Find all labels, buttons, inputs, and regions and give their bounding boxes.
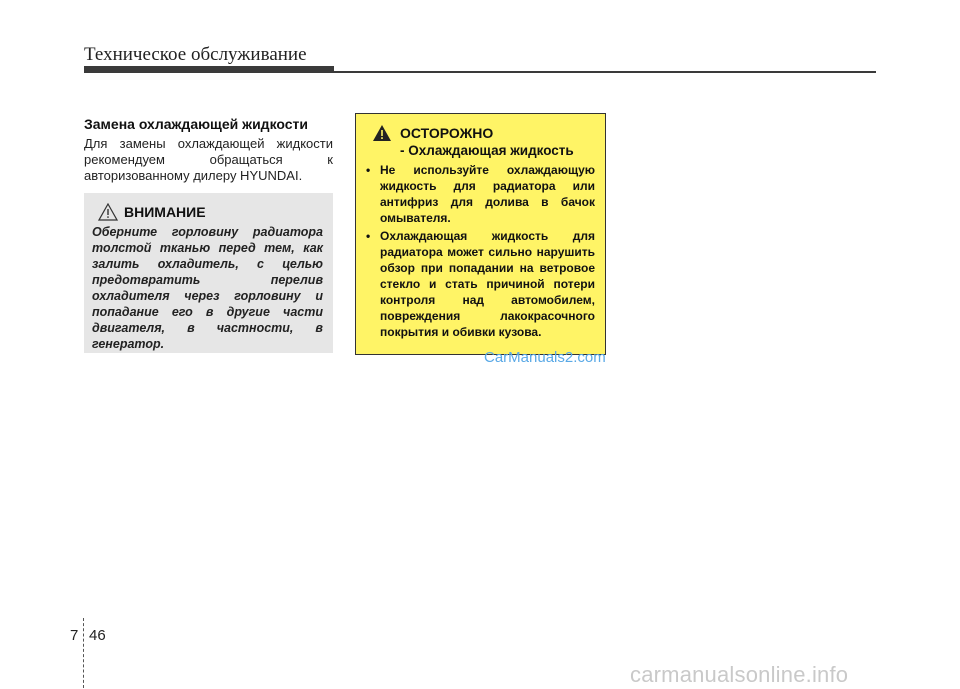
notice-box [84, 193, 333, 353]
warning-box [355, 113, 606, 355]
watermark-link[interactable]: CarManuals2.com [484, 349, 606, 366]
warning-list [366, 162, 595, 340]
warning-list-item: • Не используйте охлаждающую жидкость для радиатора или антифриз для долива в бачок омывателя. [366, 162, 595, 226]
notice-title: ВНИМАНИЕ [124, 204, 206, 220]
warning-header [372, 124, 595, 142]
caution-triangle-outline-icon [98, 203, 118, 221]
warning-subtitle: - Охлаждающая жидкость [400, 143, 574, 158]
warning-list-item: • Охлаждающая жидкость для радиатора может сильно нарушить обзор при попадании на ветровое стекло и стать причиной потери контроля над автомобилем, повреждения лакокрасочного покрытия и обивки кузова. [366, 228, 595, 340]
footer-site-link[interactable]: carmanualsonline.info [630, 662, 849, 687]
page-header-title: Техническое обслуживание [84, 44, 307, 65]
section-title: Замена охлаждающей жидкости [84, 116, 309, 132]
page-number: 46 [89, 627, 106, 644]
notice-text: Оберните горловину радиатора толстой тканью перед тем, как залить охладитель, с целью предотвратить перелив охладителя через горловину и попадание его в другие части двигателя, в частности, в генератор. [92, 225, 323, 351]
header-rule-thick [84, 66, 334, 73]
notice-header [98, 203, 323, 221]
chapter-number: 7 [70, 627, 79, 644]
warning-triangle-filled-icon [372, 124, 392, 142]
header-rule-thin [334, 71, 876, 73]
warning-title: ОСТОРОЖНО [400, 125, 494, 141]
section-body: Для замены охлаждающей жидкости рекомендуем обращаться к авторизованному дилеру HYUNDAI. [84, 136, 333, 183]
page-number-divider [83, 618, 84, 688]
